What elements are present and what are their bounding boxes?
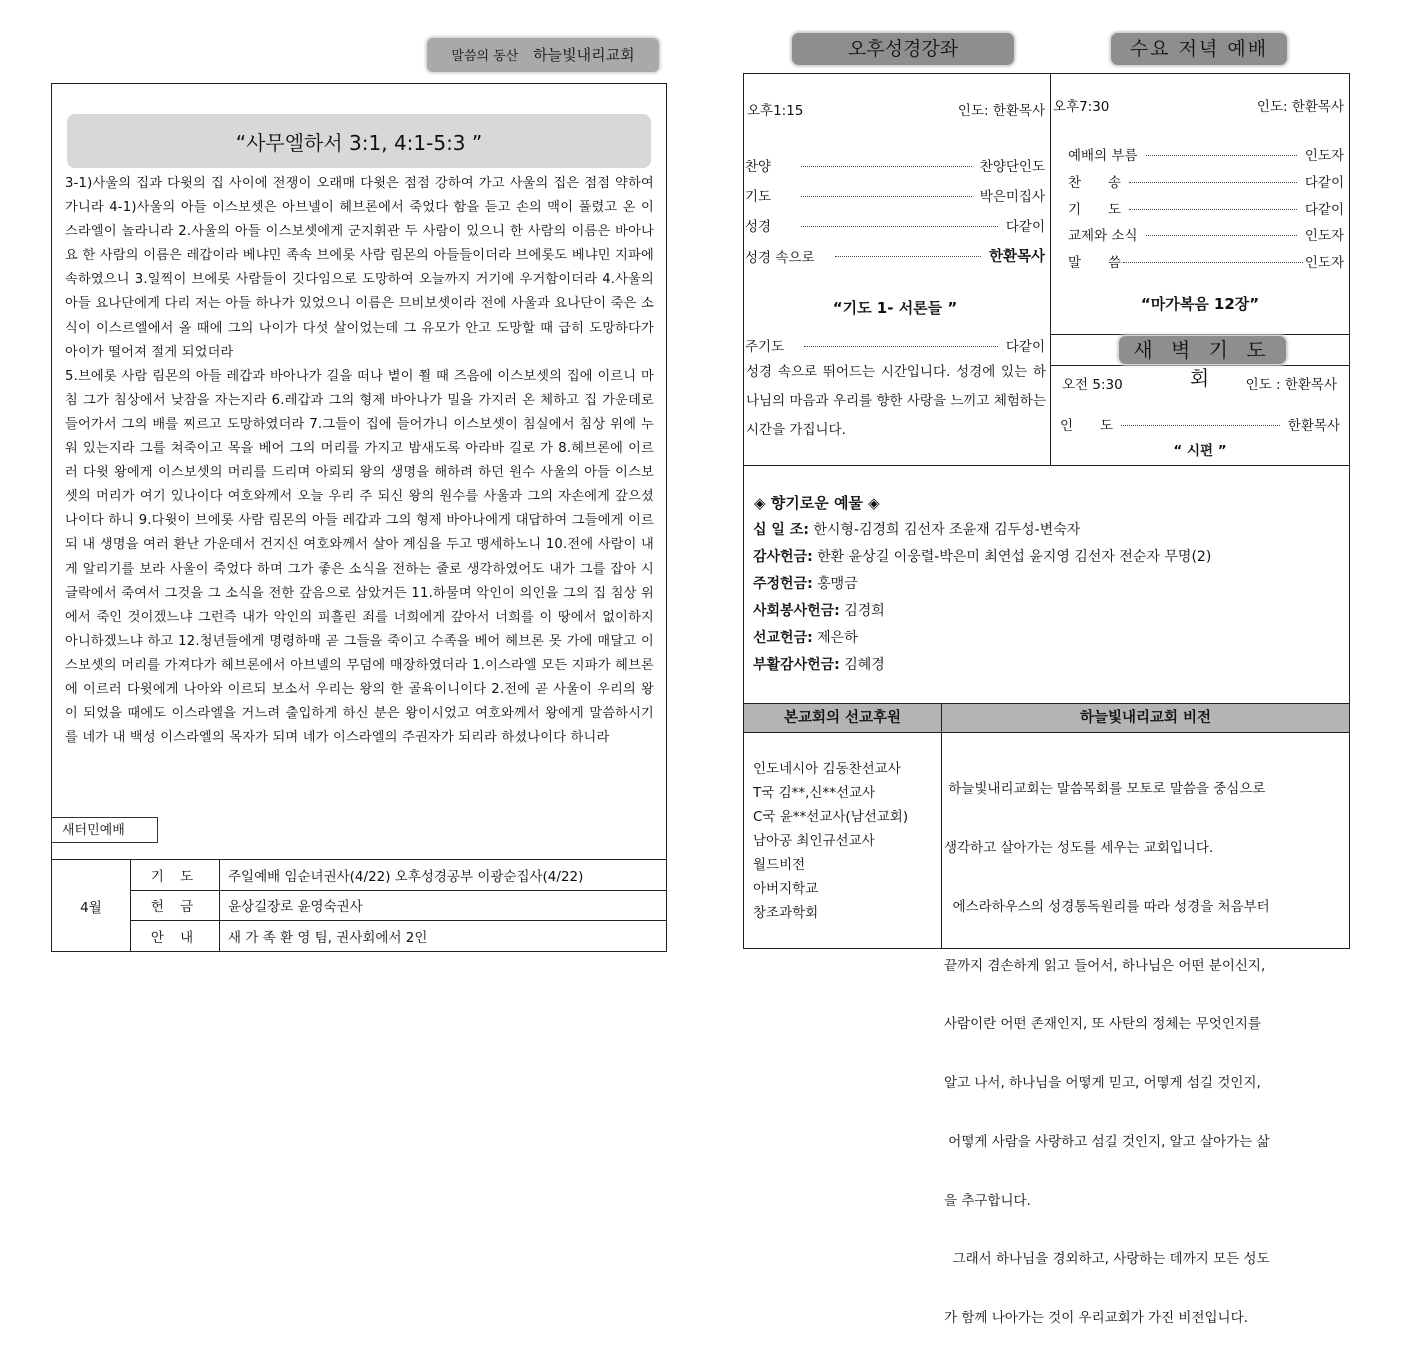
offering-label: 선교헌금:: [753, 630, 813, 646]
wednesday-topic: “마가복음 12장”: [1140, 295, 1260, 313]
mission-item: 창조과학회: [753, 905, 819, 921]
dotted-leader: [835, 256, 981, 257]
mission-item: 인도네시아 김동찬선교사: [753, 761, 901, 777]
order-item: [1068, 224, 1344, 244]
order-value: 찬양단인도: [979, 159, 1045, 175]
order-label: 성경 속으로: [745, 249, 815, 266]
dawn-time-row: [1062, 373, 1337, 393]
offerings-heading: ◈ 향기로운 예물 ◈: [754, 494, 880, 512]
order-value: 다같이: [1304, 175, 1344, 191]
bottom-column-divider: [941, 703, 942, 949]
offering-label: 감사헌금:: [753, 549, 813, 565]
table-row: [52, 860, 667, 891]
order-item: [745, 215, 1045, 235]
order-label: 찬 송: [1068, 175, 1122, 191]
offering-names: 홍맹금: [817, 576, 858, 592]
order-value: 다같이: [1304, 202, 1344, 218]
wednesday-time-row: [1053, 95, 1344, 115]
order-item: [745, 335, 1045, 355]
order-item: [745, 155, 1045, 175]
order-value: 박은미집사: [979, 189, 1045, 205]
vision-line: 에스라하우스의 성경통독원리를 따라 성경을 처음부터: [944, 898, 1270, 915]
mission-item: 남아공 최인규선교사: [753, 833, 875, 849]
order-label: 교제와 소식: [1068, 228, 1138, 244]
dotted-leader: [1121, 425, 1280, 426]
scripture-paragraph: 3-1)사울의 집과 다윗의 집 사이에 전쟁이 오래매 다윗은 점점 강하여 가고 사울의 집은 점점 약하여 가니라 4-1)사울의 아들 이스보셋은 아브넬이 헤브론에서 죽었다 함을 듣고 손의 맥이 풀렸고 온 이스라엘이 놀라니라 2.사울의 아들 이스보셋에게 군지휘관 두 사람이 있으니 한 사람의 이름은 바아나요 한 사람의 이름은 레갑이라 베냐민 족속 브에롯 사람 림몬의 아들들이더라 브에롯도 베냐민 지파에 속하였으니 3.일찍이 브에롯 사람들이 깃다임으로 도망하여 오늘까지 거기에 우거함이더라 4.사울의 아들 요나단에게 다리 저는 아들 하나가 있었으니 이름은 므비보셋이라 전에 사울과 요나단이 죽은 소식이 이스르엘에서 올 때에 그의 나이가 다섯 살이었는데 그 유모가 안고 도망할 때 급히 도망하다가 아이가 떨어져 절게 되었더라: [65, 176, 654, 360]
vision-line: 어떻게 사람을 사랑하고 섬길 것인지, 알고 살아가는 삶: [944, 1133, 1270, 1150]
roster-value: 새 가 족 환 영 팀, 권사회에서 2인: [220, 921, 667, 952]
wednesday-service-title: 수요 저녁 예배: [1111, 33, 1287, 65]
bottom-header-divider: [743, 732, 1350, 733]
order-item: [1068, 144, 1344, 164]
dotted-leader: [1146, 235, 1297, 236]
church-header-badge: [427, 38, 659, 72]
mission-item: T국 김**,신**선교사: [753, 785, 876, 801]
dotted-leader: [801, 226, 998, 227]
order-value: 다같이: [1005, 219, 1045, 235]
dotted-leader: [1129, 182, 1297, 183]
mission-item: 월드비전: [753, 857, 806, 873]
order-item: [1068, 198, 1344, 218]
vision-line: 알고 나서, 하나님을 어떻게 믿고, 어떻게 섬길 것인지,: [944, 1075, 1261, 1092]
order-label: 성경: [745, 219, 772, 235]
order-value: 한환목사: [988, 249, 1045, 265]
offering-names: 김경희: [844, 603, 885, 619]
order-value: 한환목사: [1287, 418, 1340, 434]
afternoon-study-title: 오후성경강좌: [792, 33, 1014, 65]
duty-roster-table: [51, 859, 667, 952]
offering-label: 주정헌금:: [753, 576, 813, 592]
dawn-time: 오전 5:30: [1062, 377, 1123, 393]
order-item: [1060, 414, 1340, 434]
roster-month: 4월: [52, 860, 131, 952]
order-item: [1068, 171, 1344, 191]
roster-value: 주일예배 임순녀권사(4/22) 오후성경공부 이광순집사(4/22): [220, 860, 667, 891]
roster-label: 안 내: [131, 921, 220, 952]
offering-names: 한시형-김경희 김선자 조윤재 김두성-변숙자: [813, 522, 1081, 538]
afternoon-leader: 인도: 한환목사: [957, 103, 1045, 119]
offering-line: [753, 652, 1343, 679]
offering-line: [753, 571, 1343, 598]
afternoon-description: 성경 속으로 뛰어드는 시간입니다. 성경에 있는 하나님의 마음과 우리를 향한 사랑을 느끼고 체험하는 시간을 가집니다.: [746, 364, 1046, 438]
section-divider: [743, 465, 1350, 466]
order-item: [1068, 251, 1344, 271]
missions-heading: 본교회의 선교후원: [744, 704, 941, 732]
mission-item: 아버지학교: [753, 881, 819, 897]
order-label: 예배의 부름: [1068, 148, 1138, 164]
order-label: 주기도: [745, 339, 785, 355]
dawn-topic: “ 시편 ”: [1173, 443, 1227, 459]
dotted-leader: [804, 346, 998, 347]
vision-heading: 하늘빛내리교회 비전: [942, 704, 1349, 732]
order-value: 다같이: [1005, 339, 1045, 355]
afternoon-time-row: [747, 99, 1045, 119]
dotted-leader: [801, 196, 972, 197]
vision-text: [944, 741, 1348, 1348]
dawn-leader: 인도 : 한환목사: [1245, 377, 1337, 393]
offering-line: [753, 625, 1343, 652]
order-label: 기도: [745, 189, 772, 205]
scripture-paragraph: 5.브에롯 사람 림몬의 아들 레갑과 바아나가 길을 떠나 볕이 쬘 때 즈음에 이스보셋의 집에 이르니 마침 그가 침상에서 낮잠을 자는지라 6.레갑과 그의 형제 바아나가 밀을 가지러 온 체하고 집 가운데로 들어가서 그의 배를 찌르고 도망하였더라 7.그들이 집에 들어가니 이스보셋이 침실에서 침상 위에 누워 있는지라 그를 쳐죽이고 목을 베어 그의 머리를 가지고 밤새도록 아라바 길로 가 8.헤브론에 이르러 다윗 왕에게 이스보셋의 머리를 드리며 아뢰되 왕의 생명을 해하려 하던 원수 사울의 아들 이스보셋의 머리가 여기 있나이다 여호와께서 오늘 우리 주 되신 왕의 원수를 사울과 그의 자손에게 갚으셨나이다 하니 9.다윗이 브에롯 사람 림몬의 아들 레갑과 그의 형제 바아나에게 대답하여 그들에게 이르되 내 생명을 여러 환난 가운데서 건지신 여호와께서 살아 계심을 두고 맹세하노니 10.전에 사람이 내게 알리기를 보라 사울이 죽었다 하며 그가 좋은 소식을 전하는 줄로 생각하였어도 내가 그를 잡아 시글락에서 죽여서 그것을 그 소식을 전한 갚음으로 삼았거든 11.하물며 악인이 의인을 그의 집 침상 위에서 죽인 것이겠느냐 그런즉 내가 악인의 피흘린 죄를 너희에게 갚아서 너희를 이 땅에서 없이하지 아니하겠느냐 하고 12.청년들에게 명령하매 곧 그들을 죽이고 수족을 베어 헤브론 못 가에 매달고 이스보셋의 머리를 가져다가 헤브론에서 아브넬의 무덤에 매장하였더라 1.이스라엘 모든 지파가 헤브론에 이르러 다윗에게 나아와 이르되 보소서 우리는 왕의 한 골육이니이다 2.전에 곧 사울이 우리의 왕이 되었을 때에도 이스라엘을 거느려 출입하게 하신 분은 왕이시었고 여호와께서 왕에게 말씀하시기를 네가 내 백성 이스라엘의 목자가 되며 네가 이스라엘의 주권자가 되리라 하셨나이다 하니라: [65, 368, 654, 746]
order-item: [745, 245, 1045, 266]
offering-line: [753, 544, 1343, 571]
column-divider: [1050, 73, 1051, 466]
vision-line: 가 함께 나아가는 것이 우리교회가 가진 비전입니다.: [944, 1310, 1248, 1327]
missions-list: [753, 757, 939, 925]
offering-label: 사회봉사헌금:: [753, 603, 840, 619]
offerings-list: [753, 517, 1343, 679]
vision-line: 을 추구합니다.: [944, 1192, 1031, 1209]
header-subtitle: 말씀의 동산: [451, 49, 519, 64]
wednesday-time: 오후7:30: [1053, 99, 1110, 115]
dotted-leader: [801, 166, 972, 167]
offering-names: 김혜경: [844, 657, 885, 673]
vision-line: 사람이란 어떤 존재인지, 또 사탄의 정체는 무엇인지를: [944, 1016, 1261, 1033]
order-label: 인 도: [1060, 418, 1114, 434]
afternoon-topic: “기도 1- 서론들 ”: [832, 299, 958, 317]
overlap-label-box: 새터민예배: [51, 817, 158, 843]
order-label: 찬양: [745, 159, 772, 175]
dawn-top-divider: [1050, 334, 1350, 335]
offering-names: 한환 윤상길 이웅렬-박은미 최연섭 윤지영 김선자 전순자 무명(2): [817, 549, 1212, 565]
order-item: [745, 185, 1045, 205]
offering-names: 제은하: [817, 630, 858, 646]
order-label: 말 씀: [1068, 255, 1122, 271]
order-value: 인도자: [1304, 228, 1344, 244]
table-row: [52, 921, 667, 952]
vision-line: 하늘빛내리교회는 말씀목회를 모토로 말씀을 중심으로: [944, 781, 1266, 798]
offering-label: 십 일 조:: [753, 522, 809, 538]
dotted-leader: [1123, 262, 1303, 263]
dawn-prayer-title: 새 벽 기 도 회: [1119, 336, 1286, 364]
header-church-name: 하늘빛내리교회: [533, 46, 635, 64]
roster-label: 기 도: [131, 860, 220, 891]
dotted-leader: [1129, 209, 1297, 210]
roster-value: 윤상길장로 윤영숙권사: [220, 890, 667, 921]
roster-label: 헌 금: [131, 890, 220, 921]
wednesday-leader: 인도: 한환목사: [1256, 99, 1344, 115]
vision-line: 그래서 하나님을 경외하고, 사랑하는 데까지 모든 성도: [944, 1251, 1270, 1268]
mission-item: C국 윤**선교사(남선교회): [753, 809, 909, 825]
vision-line: 끝까지 겸손하게 읽고 들어서, 하나님은 어떤 분이신지,: [944, 957, 1266, 974]
table-row: [52, 890, 667, 921]
order-value: 인도자: [1304, 148, 1344, 164]
offering-line: [753, 517, 1343, 544]
offering-label: 부활감사헌금:: [753, 657, 840, 673]
afternoon-time: 오후1:15: [747, 103, 804, 119]
scripture-text: [65, 172, 654, 750]
sermon-title: “사무엘하서 3:1, 4:1-5:3 ”: [67, 114, 651, 168]
offering-line: [753, 598, 1343, 625]
dotted-leader: [1146, 155, 1297, 156]
order-value: 인도자: [1304, 255, 1344, 271]
order-label: 기 도: [1068, 202, 1122, 218]
vision-line: 생각하고 살아가는 성도를 세우는 교회입니다.: [944, 839, 1214, 856]
